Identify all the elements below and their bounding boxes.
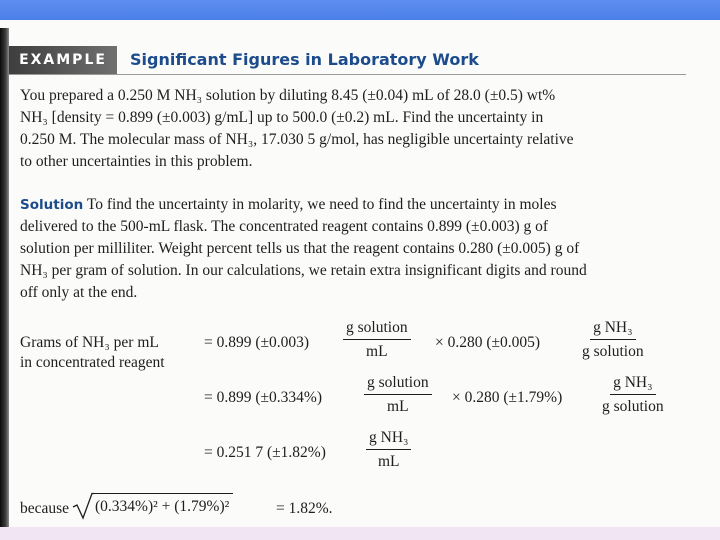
fraction-numerator: g NH₃	[610, 373, 655, 395]
fraction-denominator: g solution	[602, 398, 664, 415]
problem-line: 0.250 M. The molecular mass of NH₃, 17.030 5 g/mol, has negligible uncertainty relative	[20, 131, 574, 148]
fraction-denominator: mL	[377, 453, 400, 470]
equation-row1-fraction2	[582, 318, 644, 361]
equation-row1-fraction1	[343, 318, 411, 361]
equation-row2-middle: × 0.280 (±1.79%)	[452, 389, 563, 406]
square-root-icon	[72, 490, 94, 520]
fraction-denominator: mL	[366, 343, 388, 360]
because-word: because	[20, 500, 70, 517]
top-bar	[0, 0, 720, 20]
equation-row2-fraction2	[602, 373, 664, 416]
solution-line: off only at the end.	[20, 284, 138, 301]
solution-line: solution per milliliter. Weight percent tells us that the reagent contains 0.280 (±0.005) g of	[20, 240, 580, 257]
example-tag: EXAMPLE	[9, 46, 117, 74]
solution-line: delivered to the 500-mL flask. The concentrated reagent contains 0.899 (±0.003) g of	[20, 218, 549, 235]
solution-line: To find the uncertainty in molarity, we need to find the uncertainty in moles	[86, 196, 557, 213]
fraction-numerator: g solution	[343, 318, 411, 340]
solution-label: Solution	[20, 197, 84, 213]
solution-line: NH₃ per gram of solution. In our calculations, we retain extra insignificant digits and round	[20, 262, 587, 279]
fraction-denominator: g solution	[582, 343, 644, 360]
equation-row3-fraction	[366, 428, 411, 471]
equation-row1-middle: × 0.280 (±0.005)	[435, 334, 541, 351]
equation-lhs-line2: in concentrated reagent	[20, 354, 165, 371]
fraction-denominator: mL	[387, 398, 409, 415]
problem-line: NH₃ [density = 0.899 (±0.003) g/mL] up to 500.0 (±0.2) mL. Find the uncertainty in	[20, 109, 544, 126]
radicand: (0.334%)² + (1.79%)²	[92, 493, 233, 516]
problem-paragraph	[20, 85, 574, 173]
fraction-numerator: g NH₃	[366, 428, 411, 450]
solution-paragraph	[20, 194, 587, 304]
because-result: = 1.82%.	[276, 500, 333, 517]
equation-row3-prefix: = 0.251 7 (±1.82%)	[204, 444, 326, 461]
equation-lhs-line1: Grams of NH₃ per mL	[20, 334, 159, 351]
bottom-bar	[0, 527, 720, 540]
problem-line: You prepared a 0.250 M NH₃ solution by diluting 8.45 (±0.04) mL of 28.0 (±0.5) wt%	[20, 87, 556, 104]
fraction-numerator: g solution	[364, 373, 432, 395]
fraction-numerator: g NH₃	[590, 318, 635, 340]
solution-first-line	[20, 194, 587, 216]
example-title: Significant Figures in Laboratory Work	[130, 50, 479, 69]
page-margin-strip	[0, 28, 9, 527]
equation-row1-prefix: = 0.899 (±0.003)	[204, 334, 310, 351]
equation-row2-prefix: = 0.899 (±0.334%)	[204, 389, 322, 406]
equation-row2-fraction1	[364, 373, 432, 416]
problem-line: to other uncertainties in this problem.	[20, 153, 253, 170]
